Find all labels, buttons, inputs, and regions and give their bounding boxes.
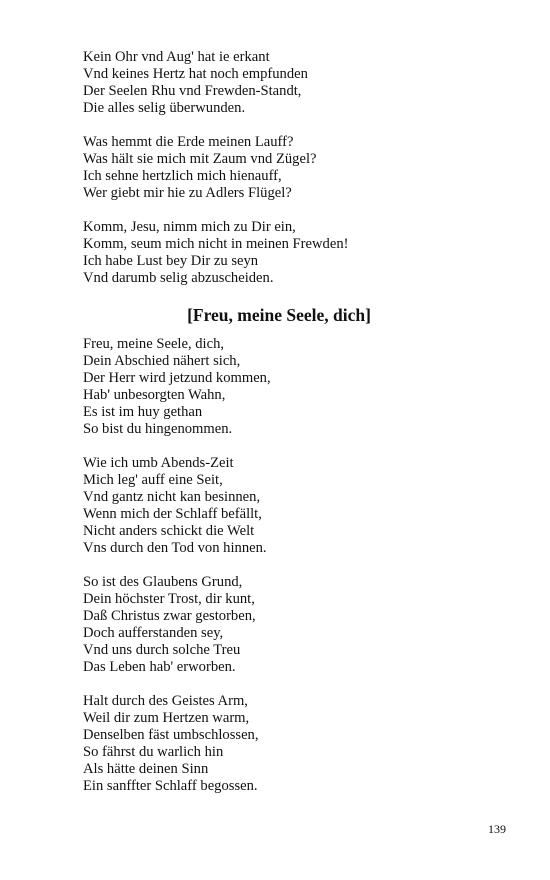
verse-line: Wenn mich der Schlaff befällt, (83, 506, 262, 523)
verse-line: Was hält sie mich mit Zaum vnd Zügel? (83, 151, 317, 168)
verse-line: Ein sanffter Schlaff begossen. (83, 777, 258, 794)
verse-line: Halt durch des Geistes Arm, (83, 693, 248, 710)
stanza (83, 336, 503, 437)
stanza (83, 574, 503, 675)
verse-line: Der Herr wird jetzund kommen, (83, 370, 271, 387)
verse-line: Vns durch den Tod von hinnen. (83, 539, 267, 556)
verse-line: Nicht anders schickt die Welt (83, 522, 255, 539)
verse-line: Dein höchster Trost, dir kunt, (83, 591, 255, 608)
verse-line: Ich habe Lust bey Dir zu seyn (83, 253, 259, 270)
stanza (83, 455, 503, 556)
verse-line: Der Seelen Rhu vnd Frewden-Standt, (83, 82, 302, 99)
verse-line: Denselben fäst umbschlossen, (83, 727, 259, 743)
page-number: 139 (488, 822, 506, 836)
verse-line: Was hemmt die Erde meinen Lauff? (83, 134, 294, 151)
poem-title: [Freu, meine Seele, dich] (187, 305, 371, 326)
poem-2 (83, 336, 503, 794)
verse-line: Doch aufferstanden sey, (83, 624, 224, 641)
verse-line: Komm, Jesu, nimm mich zu Dir ein, (83, 219, 296, 236)
stanza (83, 134, 503, 202)
verse-line: Vnd darumb selig abzuscheiden. (83, 269, 274, 286)
verse-line: Vnd keines Hertz hat noch empfunden (83, 65, 308, 82)
verse-line: Freu, meine Seele, dich, (83, 336, 225, 353)
verse-line: Ich sehne hertzlich mich hienauff, (83, 167, 282, 184)
verse-line: Komm, seum mich nicht in meinen Frewden! (83, 236, 349, 253)
page-body (83, 49, 503, 812)
verse-line: So bist du hingenommen. (83, 420, 233, 437)
verse-line: So ist des Glaubens Grund, (83, 574, 243, 591)
verse-line: Es ist im huy gethan (83, 404, 203, 420)
verse-line: Wie ich umb Abends-Zeit (83, 455, 234, 472)
verse-line: Mich leg' auff eine Seit, (83, 472, 223, 489)
verse-line: Wer giebt mir hie zu Adlers Flügel? (83, 184, 292, 201)
verse-line: Die alles selig überwunden. (83, 99, 246, 116)
verse-line: Vnd gantz nicht kan besinnen, (83, 489, 261, 506)
stanza (83, 693, 503, 794)
verse-line: Kein Ohr vnd Aug' hat ie erkant (83, 49, 270, 65)
verse-line: Weil dir zum Hertzen warm, (83, 710, 250, 727)
verse-line: Hab' unbesorgten Wahn, (83, 387, 226, 404)
verse-line: Daß Christus zwar gestorben, (83, 608, 256, 625)
verse-line: Das Leben hab' erworben. (83, 658, 236, 675)
stanza (83, 49, 503, 117)
verse-line: Als hätte deinen Sinn (83, 760, 209, 777)
verse-line: Vnd uns durch solche Treu (83, 641, 241, 658)
stanza (83, 219, 503, 287)
verse-line: Dein Abschied nähert sich, (83, 353, 241, 370)
verse-line: So fährst du warlich hin (83, 743, 224, 760)
poem-1 (83, 49, 503, 287)
